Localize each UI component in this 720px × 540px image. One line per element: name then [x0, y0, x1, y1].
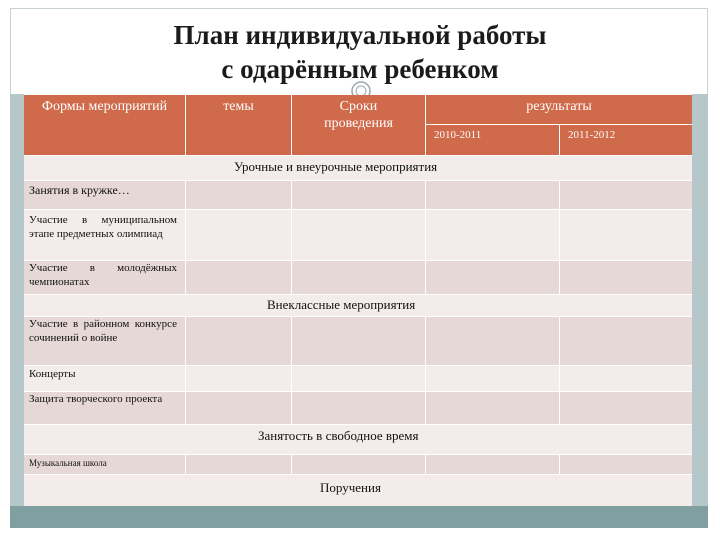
column-divider — [185, 455, 186, 474]
column-divider — [185, 317, 186, 425]
title-line-1: План индивидуальной работы — [173, 20, 547, 50]
column-divider — [185, 181, 186, 295]
row-label-muzshkola: Музыкальная школа — [29, 458, 107, 468]
header-dates: Сроки проведения — [292, 95, 425, 155]
column-divider — [425, 181, 426, 295]
slide-frame-bottom — [10, 506, 708, 528]
section-title-porucheniya: Поручения — [320, 480, 381, 495]
column-divider — [425, 317, 426, 425]
column-divider — [291, 455, 292, 474]
column-divider — [559, 181, 560, 295]
column-divider — [425, 455, 426, 474]
slide-frame-left — [10, 94, 24, 506]
column-divider — [559, 317, 560, 425]
slide-title — [100, 18, 620, 86]
column-divider — [291, 181, 292, 295]
row-label-kruzhok: Занятия в кружке… — [29, 183, 130, 197]
row-label-konkurs: Участие в районном конкурсе сочинений о войне — [29, 318, 177, 344]
header-year-2011: 2011-2012 — [560, 125, 692, 155]
title-line-2: с одарённым ребенком — [221, 54, 499, 84]
header-topics: темы — [186, 95, 291, 155]
section-title-zanyatost: Занятость в свободное время — [258, 428, 419, 443]
header-year-2010: 2010-2011 — [426, 125, 559, 155]
column-divider — [559, 455, 560, 474]
header-results: результаты — [426, 95, 692, 124]
row-label-koncerty: Концерты — [29, 368, 76, 380]
row-label-proekt: Защита творческого проекта — [29, 393, 163, 405]
column-divider — [291, 317, 292, 425]
row-label-chempionaty: Участие в молодёжных чемпионатах — [29, 262, 177, 288]
row-label-olimpiady: Участие в муниципальном этапе предметных олимпиад — [29, 214, 177, 240]
section-title-urochnye: Урочные и внеурочные мероприятия — [234, 159, 438, 174]
header-forms: Формы мероприятий — [24, 95, 185, 155]
section-title-vneklassnye: Внеклассные мероприятия — [267, 297, 416, 312]
slide-frame-right — [692, 94, 708, 506]
